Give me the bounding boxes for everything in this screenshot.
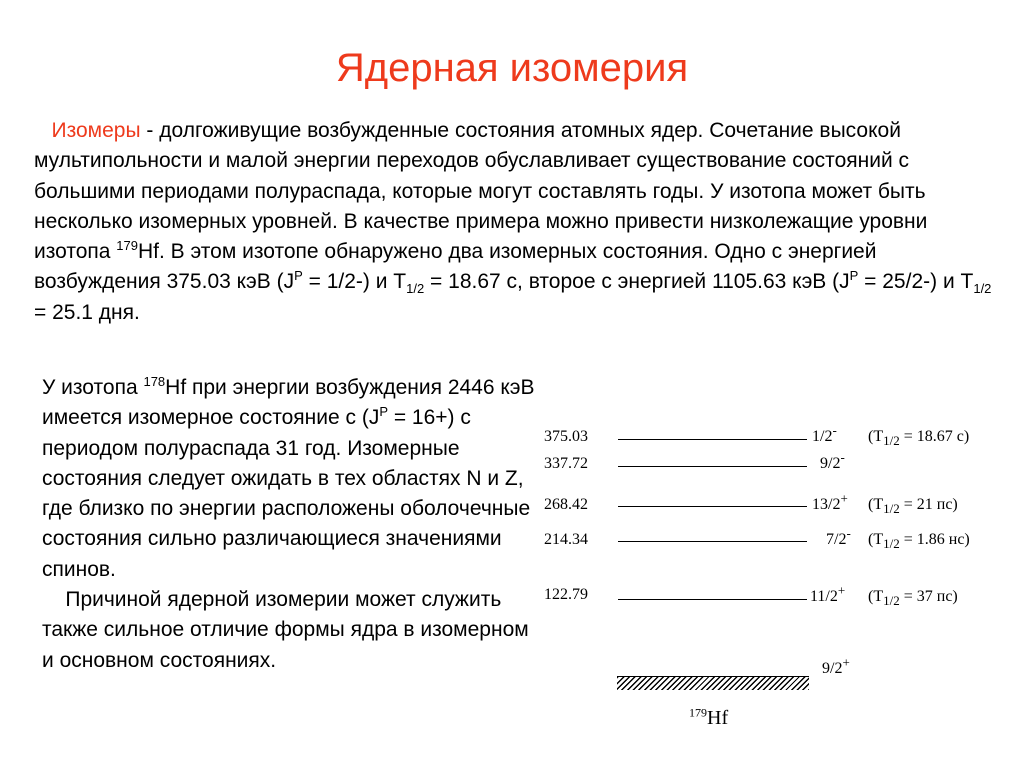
left-mass-number: 178	[143, 374, 166, 389]
level-spin: 1/2-	[812, 422, 837, 445]
level-energy: 122.79	[544, 586, 588, 603]
hf178-paragraph	[42, 373, 542, 676]
left-text-1: У изотопа	[42, 376, 144, 399]
level-spin: 13/2+	[812, 490, 848, 513]
level-half-life: ($T_{1/2} = 18.67$ с)	[868, 428, 970, 449]
left-text-2: Hf при энергии возбуждения 2446 кэВ имеется изомерное состояние с (J	[42, 376, 535, 430]
intro-paragraph	[34, 116, 994, 328]
level-line	[618, 506, 807, 507]
ground-state-level	[617, 676, 809, 690]
isotope-label: $^{179}$Hf	[689, 705, 729, 729]
level-line	[618, 599, 807, 600]
left-text-4: Причиной ядерной изомерии может служить также сильное отличие формы ядра в изомерном и основном состояниях.	[42, 588, 535, 672]
intro-half-sub-2: 1/2	[973, 281, 992, 297]
intro-parity-1: P	[294, 268, 303, 284]
intro-text-1: - долгоживущие возбужденные состояния атомных ядер. Сочетание высокой мультипольности и малой энергии переходов обуславливает существование состояний с большими периодами полураспада, которые могут составлять годы. У изотопа может быть несколько изомерных уровней. В качестве примера можно привести низколежащие уровни изотопа	[34, 119, 928, 264]
intro-text-3: = 1/2-) и T	[302, 270, 407, 294]
slide-title: Ядерная изомерия	[335, 46, 689, 90]
level-spin: 7/2-	[826, 525, 851, 548]
isomer-keyword: Изомеры	[51, 119, 141, 142]
intro-text-2: Hf. В этом изотопе обнаружено два изомерных состояния. Одно с энергией возбуждения 375.03 кэВ (J	[34, 240, 877, 294]
level-half-life: ($T_{1/2} = 37$ пс)	[868, 588, 958, 609]
level-energy: 268.42	[544, 496, 588, 513]
intro-mass-number: 179	[116, 238, 138, 254]
level-energy: 375.03	[544, 428, 588, 445]
intro-parity-2: P	[849, 268, 859, 284]
level-spin: 9/2-	[820, 449, 845, 472]
level-half-life: ($T_{1/2} = 1.86$ нс)	[868, 531, 970, 552]
level-line	[618, 466, 807, 467]
ground-spin: 9/2+	[822, 654, 850, 677]
intro-half-sub-1: 1/2	[406, 281, 425, 297]
left-text-3: = 16+) с периодом полураспада 31 год. Изомерные состояния следует ожидать в тех областях N и Z, где близко по энергии расположены оболочечные состояния сильно различающиеся значениями спинов.	[42, 406, 531, 581]
intro-text-4: = 18.67 с, второе с энергией 1105.63 кэВ (J	[424, 270, 850, 294]
level-line	[618, 541, 807, 542]
level-half-life: ($T_{1/2} = 21$ пс)	[868, 496, 958, 517]
level-energy: 214.34	[544, 531, 588, 548]
level-energy: 337.72	[544, 455, 588, 472]
left-parity: P	[379, 404, 388, 420]
intro-text-5: = 25/2-) и T	[858, 270, 974, 294]
level-spin: 11/2+	[810, 582, 846, 605]
level-line	[618, 439, 807, 440]
intro-text-6: = 25.1 дня.	[34, 300, 140, 324]
